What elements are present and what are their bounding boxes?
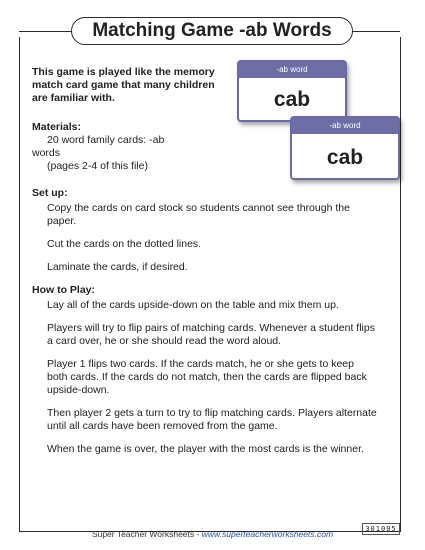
how-to-play-steps: [32, 299, 392, 456]
setup-heading: Set up:: [32, 187, 68, 199]
word-card: [237, 60, 347, 122]
footer-link[interactable]: www.superteacherworksheets.com: [201, 529, 334, 539]
setup-step: Cut the cards on the dotted lines.: [47, 238, 202, 250]
title-rule-left: [19, 31, 72, 32]
word-card: [290, 116, 400, 180]
materials-line: 20 word family cards: -ab: [47, 134, 165, 146]
play-step: Player 1 flips two cards. If the cards match, he or she gets to keep both cards. If the cards do not match, then the cards are flipped back upside-down.: [47, 358, 367, 396]
setup-step: Copy the cards on card stock so students cannot see through the paper.: [47, 202, 350, 227]
card-header: -ab word: [292, 118, 398, 134]
materials-heading: Materials:: [32, 121, 82, 133]
materials-line: (pages 2-4 of this file): [47, 160, 148, 172]
play-step: When the game is over, the player with the most cards is the winner.: [47, 443, 364, 455]
card-word: cab: [273, 88, 311, 111]
setup-steps: [32, 202, 392, 274]
play-step: Players will try to flip pairs of matching cards. Whenever a student flips a card over, he or she should read the word aloud.: [47, 322, 375, 347]
page-title: Matching Game -ab Words: [71, 17, 353, 45]
card-header: -ab word: [239, 62, 345, 78]
play-step: Lay all of the cards upside-down on the table and mix them up.: [47, 299, 339, 311]
materials-line: words: [32, 147, 61, 159]
footer-text: Super Teacher Worksheets -: [91, 529, 202, 539]
title-rule-right: [350, 31, 400, 32]
setup-step: Laminate the cards, if desired.: [47, 261, 188, 273]
card-word: cab: [326, 146, 364, 169]
play-step: Then player 2 gets a turn to try to flip matching cards. Players alternate until all cards have been removed from the game.: [47, 407, 377, 432]
how-to-play-heading: How to Play:: [32, 284, 96, 296]
intro-text: This game is played like the memory match card game that many children are familiar with.: [32, 66, 215, 104]
worksheet-code: 301005: [362, 523, 400, 535]
